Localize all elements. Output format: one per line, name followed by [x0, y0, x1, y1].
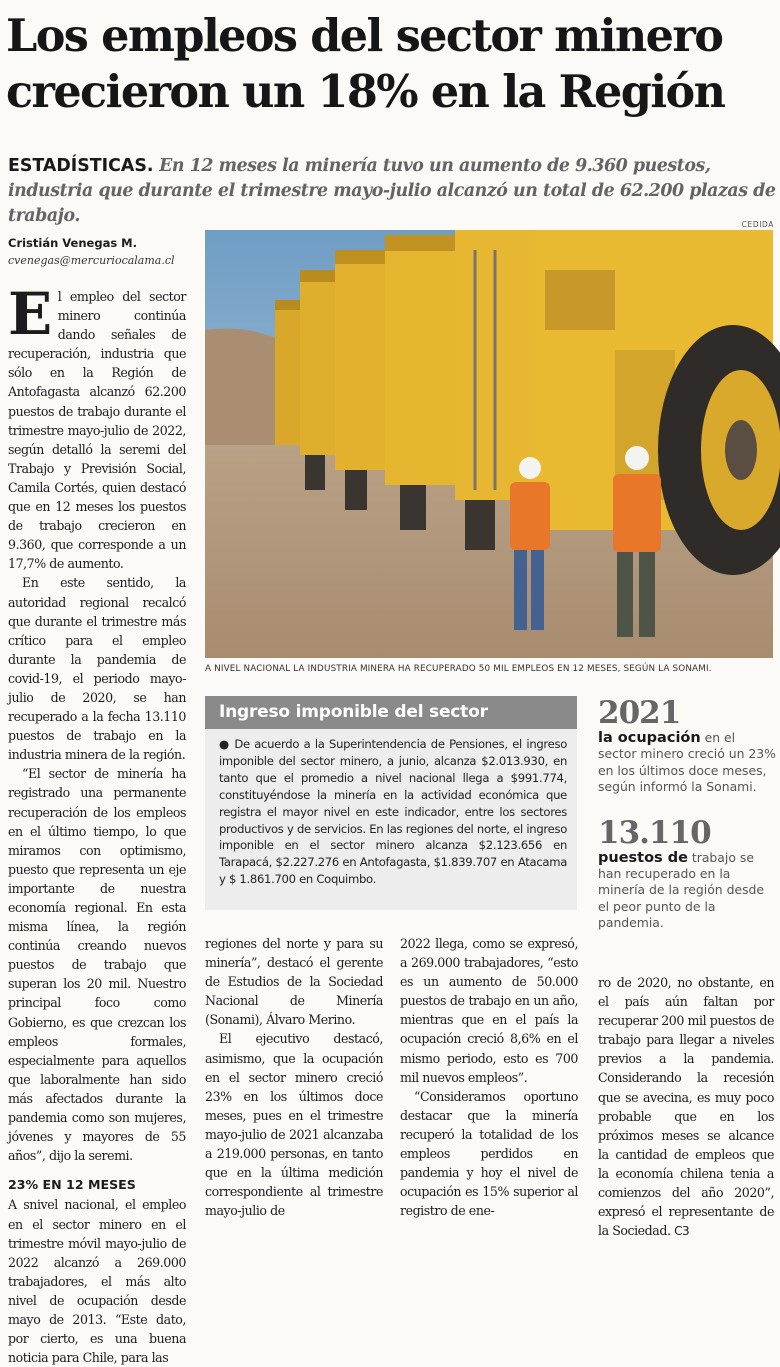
deck — [8, 154, 776, 229]
article-paragraph: A snivel nacional, el empleo en el sector minero en el trimestre móvil mayo-julio de 2022 alcanzó a 269.000 trabajadores, el más alto nivel de ocupación desde mayo de 2013. “Este dato, por cierto, es una buena noticia para Chile, para las — [8, 1197, 186, 1366]
photo-illustration — [205, 230, 773, 658]
article-paragraph: En este sentido, la autoridad regional recalcó que durante el trimestre más crítico para el empleo durante la pandemia de covid-19, el periodo mayo-julio de 2020, se han recuperado a la fecha 13.110 puestos de trabajo en la industria minera de la región. — [8, 575, 186, 763]
stat-body: en el sector minero creció un 23% en los últimos doce meses, según informó la Sonami. — [598, 730, 776, 795]
article-paragraph: ro de 2020, no obstante, en el país aún faltan por recuperar 200 mil puestos de trabajo para llegar a niveles previos a la pandemia. Considerando la recesión que se avecina, es muy poco probable que en los próximos meses se alcance la cantidad de empleos que la economía chilena tenia a comienzos del año 2020”, expresó el representante de la Sociedad. — [598, 975, 774, 1239]
stat-text — [598, 850, 776, 932]
deck-kicker: ESTADÍSTICAS. — [8, 156, 154, 176]
infobox-text: De acuerdo a la Superintendencia de Pensiones, el ingreso imponible del sector minero, a junio, alcanza $2.013.930, en tanto que el promedio a nivel nacional llega a $991.774, constituyéndose la minería en la actividad económica que registra el mayor nivel en este indicador, entre los sectores productivos y de servicios. En las regiones del norte, el ingreso imponible en el sector minero alcanza $2.123.656 en Tarapacá, $2.227.276 en Antofagasta, $1.839.707 en Atacama y $ 1.861.700 en Coquimbo. — [219, 737, 568, 887]
drop-cap: E — [8, 280, 52, 348]
stat-text — [598, 730, 776, 796]
stat-number: 2021 — [598, 695, 681, 731]
stat-body: trabajo se han recuperado en la minería de la región desde el peor punto de la pandemia. — [598, 849, 765, 931]
mining-trucks-photo — [205, 230, 773, 658]
article-paragraph: regiones del norte y para su minería”, destacó el gerente de Estudios de la Sociedad Nacional de Minería (Sonami), Álvaro Merino. — [205, 936, 383, 1028]
article-column-3 — [400, 934, 578, 1220]
headline-line-1: Los empleos del sector minero — [6, 10, 723, 62]
photo-caption: A NIVEL NACIONAL LA INDUSTRIA MINERA HA RECUPERADO 50 MIL EMPLEOS EN 12 MESES, SEGÚN LA SONAMI. — [205, 664, 712, 674]
article-column-4 — [598, 973, 774, 1241]
article-paragraph: l empleo del sector minero continúa dando señales de recuperación, industria que sólo en la Región de Antofagasta alcanzó 62.200 puestos de trabajo durante el trimestre mayo-julio de 2022, según detalló la seremi del Trabajo y Previsión Social, Camila Cortés, quien destacó que en 12 meses los puestos de trabajo crecieron en 9.360, que corresponde a un 17,7% de aumento. — [8, 289, 186, 572]
stat-lead: la ocupación — [598, 730, 701, 746]
infobox-body — [219, 736, 567, 888]
end-mark-icon: C3 — [674, 1224, 690, 1239]
article-paragraph: “Consideramos oportuno destacar que la minería recuperó la totalidad de los empleos perdidos en pandemia y hoy el nivel de ocupación es 15% superior al registro de ene- — [400, 1088, 578, 1219]
bullet-icon: ● — [219, 737, 235, 751]
byline-email[interactable]: cvenegas@mercuriocalama.cl — [8, 254, 175, 267]
stat-lead: puestos de — [598, 849, 688, 866]
article-paragraph: El ejecutivo destacó, asimismo, que la ocupación en el sector minero creció 23% en los últimos doce meses, pues en el trimestre mayo-julio de 2021 alcanzaba a 219.000 personas, en tanto que en la última medición correspondiente al trimestre mayo-julio de — [205, 1031, 383, 1219]
infobox-title: Ingreso imponible del sector — [205, 696, 577, 729]
photo-credit: CEDIDA — [741, 220, 774, 229]
article-column-1 — [8, 280, 186, 1367]
stats-sidebar — [598, 696, 776, 932]
headline-line-2: crecieron un 18% en la Región — [6, 66, 725, 118]
article-paragraph: “El sector de minería ha registrado una permanente recuperación de los empleos en el último tiempo, lo que miramos con optimismo, puesto que representa un eje importante de nuestra economía regional. En esta misma línea, la región continúa creando nuevos puestos de trabajo que superan los 20 mil. Nuestro principal foco como Gobierno, es que crezcan los empleos formales, especialmente para aquellos que laboralmente han sido más afectados durante la pandemia como son mujeres, jóvenes y mayores de 55 años”, dijo la seremi. — [8, 766, 186, 1164]
section-subhead: 23% EN 12 MESES — [8, 1177, 136, 1193]
deck-text: En 12 meses la minería tuvo un aumento de 9.360 puestos, industria que durante el trimestre mayo-julio alcanzó un total de 62.200 plazas de trabajo. — [8, 156, 776, 226]
headline — [6, 8, 776, 120]
income-infobox — [205, 696, 577, 910]
article-column-2 — [205, 934, 383, 1220]
byline-author: Cristián Venegas M. — [8, 236, 137, 250]
stat-number: 13.110 — [598, 814, 711, 851]
article-paragraph: 2022 llega, como se expresó, a 269.000 trabajadores, “esto es un aumento de 50.000 puestos de trabajo en un año, mientras que en el país la ocupación creció 8,6% en el mismo periodo, esto es 700 mil nuevos empleos”. — [400, 936, 578, 1085]
